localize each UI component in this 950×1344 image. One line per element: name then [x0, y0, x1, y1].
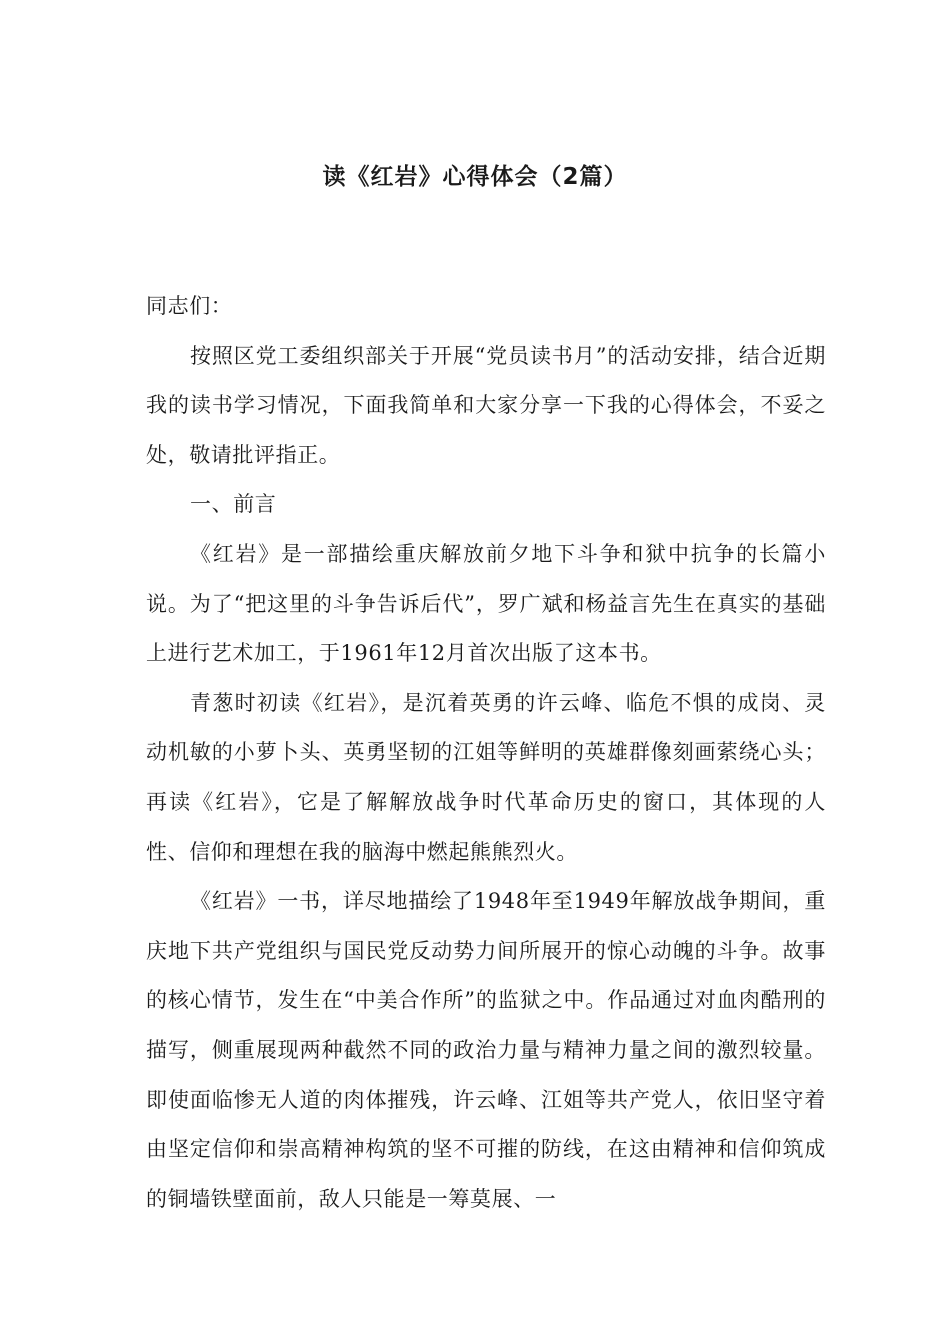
- paragraph-intro: 按照区党工委组织部关于开展“党员读书月”的活动安排，结合近期我的读书学习情况，下面我简单和大家分享一下我的心得体会，不妥之处，敬请批评指正。: [146, 343, 826, 467]
- paragraph-impressions: 青葱时初读《红岩》，是沉着英勇的许云峰、临危不惧的成岗、灵动机敏的小萝卜头、英勇坚韧的江姐等鲜明的英雄群像刻画萦绕心头；再读《红岩》，它是了解解放战争时代革命历史的窗口，其体现的人性、信仰和理想在我的脑海中燃起熊熊烈火。: [146, 690, 826, 864]
- paragraph-story-detail: 《红岩》一书，详尽地描绘了1948年至1949年解放战争期间，重庆地下共产党组织与国民党反动势力间所展开的惊心动魄的斗争。故事的核心情节，发生在“中美合作所”的监狱之中。作品通过对血肉酷刑的描写，侧重展现两种截然不同的政治力量与精神力量之间的激烈较量。即使面临惨无人道的肉体摧残，许云峰、江姐等共产党人，依旧坚守着由坚定信仰和崇高精神构筑的坚不可摧的防线，在这由精神和信仰筑成的铜墙铁壁面前，敌人只能是一筹莫展、一: [146, 889, 826, 1211]
- section-heading-preface: 一、前言: [190, 492, 277, 517]
- salutation: 同志们：: [146, 294, 233, 318]
- document-body: [146, 282, 826, 1224]
- paragraph-book-summary: 《红岩》是一部描绘重庆解放前夕地下斗争和狱中抗争的长篇小说。为了“把这里的斗争告诉后代”，罗广斌和杨益言先生在真实的基础上进行艺术加工，于1961年12月首次出版了这本书。: [146, 541, 826, 666]
- document-title: 读《红岩》心得体会（2篇）: [322, 164, 628, 190]
